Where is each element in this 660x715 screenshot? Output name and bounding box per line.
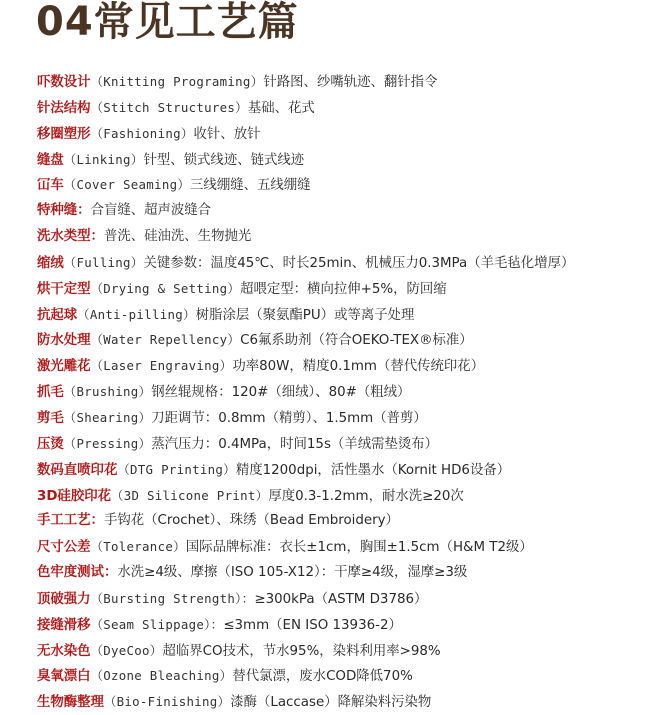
list-item <box>37 586 657 612</box>
list-item <box>37 379 657 405</box>
item-description: 蒸汽压力：0.4MPa，时间15s（羊绒需垫烫布） <box>151 436 439 452</box>
item-description: 三线绷缝、五线绷缝 <box>190 178 311 194</box>
process-list <box>37 69 657 715</box>
item-term: 生物酶整理 <box>37 695 104 711</box>
item-term: 激光雕花 <box>37 359 91 375</box>
item-english: （Brushing） <box>63 384 152 400</box>
item-description: 精度1200dpi，活性墨水（Kornit HD6设备） <box>235 462 511 478</box>
item-description: 针路图、纱嘴轨迹、翻针指令 <box>263 75 438 90</box>
item-english: （Fashioning） <box>90 125 194 141</box>
list-item <box>37 172 657 198</box>
item-term: 防水处理 <box>37 333 91 349</box>
item-description: 合盲缝、超声波缝合 <box>90 203 212 219</box>
item-english: （Anti-pilling） <box>77 306 196 322</box>
item-term: 臭氧漂白 <box>37 669 91 685</box>
list-item <box>37 276 657 302</box>
list-item <box>37 250 657 276</box>
item-description: 水洗≥4级、摩擦（ISO 105-X12）：干摩≥4级，湿摩≥3级 <box>117 565 468 581</box>
item-english: （Ozone Bleaching） <box>90 668 233 684</box>
item-description: 替代氯漂，废水COD降低70% <box>232 669 413 685</box>
item-term: 数码直喷印花 <box>37 462 118 478</box>
list-item <box>37 198 657 224</box>
item-description: 漆酶（Laccase）降解染料污染物 <box>230 695 432 711</box>
list-item <box>37 95 657 121</box>
item-english: （Stitch Structures） <box>90 99 248 115</box>
item-term: 缩绒 <box>37 255 64 271</box>
list-item <box>37 612 657 638</box>
item-term: 缝盘 <box>37 152 64 168</box>
item-english: （Tolerance） <box>90 539 186 555</box>
item-term: 尺寸公差 <box>37 540 91 556</box>
item-english: （Drying & Setting） <box>90 280 241 296</box>
item-term: 无水染色 <box>37 643 91 659</box>
item-english: （Fulling） <box>63 254 144 270</box>
list-item <box>37 457 657 483</box>
item-term: 3D硅胶印花 <box>37 488 111 504</box>
item-description: ≤3mm（EN ISO 13936-2） <box>223 617 402 633</box>
item-english: （Laser Engraving） <box>90 358 233 374</box>
item-term: 接缝滑移 <box>37 617 91 633</box>
item-term: 抗起球 <box>37 307 78 323</box>
item-term: 洗水类型： <box>37 229 104 245</box>
list-item <box>37 302 657 328</box>
item-description: C6氟系助剂（符合OEKO-TEX®标准） <box>240 333 473 349</box>
item-term: 压烫 <box>37 436 64 452</box>
item-description: 收针、放针 <box>193 126 261 142</box>
item-term: 抓毛 <box>37 385 64 401</box>
list-item <box>37 508 657 534</box>
list-item <box>37 405 657 431</box>
item-description: 关键参数：温度45℃、时长25min、机械压力0.3MPa（羊毛毡化增厚） <box>143 255 575 271</box>
item-term: 顶破强力 <box>37 591 91 607</box>
item-description: 钢丝辊规格：120#（细绒）、80#（粗绒） <box>151 385 411 401</box>
item-term: 手工工艺： <box>37 513 104 529</box>
item-description: 普洗、硅油洗、生物抛光 <box>103 229 252 245</box>
item-english: （Linking） <box>63 151 144 167</box>
list-item <box>37 663 657 689</box>
item-description: 针型、锁式线迹、链式线迹 <box>143 152 305 168</box>
item-term: 烘干定型 <box>37 281 91 297</box>
list-item <box>37 327 657 353</box>
item-term: 特种缝： <box>37 203 91 219</box>
item-english: （Shearing） <box>63 409 152 425</box>
item-description: 超临界CO技术，节水95%，染料利用率>98% <box>162 643 441 659</box>
item-description: 刀距调节：0.8mm（精剪）、1.5mm（普剪） <box>151 410 427 426</box>
list-item <box>37 224 657 250</box>
item-description: 手钩花（Crochet）、珠绣（Bead Embroidery） <box>103 513 399 529</box>
item-description: 国际品牌标准：衣长±1cm，胸围±1.5cm（H&M T2级） <box>185 540 533 556</box>
item-description: 树脂涂层（聚氨酯PU）或等离子处理 <box>195 307 415 323</box>
item-english: （Water Repellency） <box>90 332 241 348</box>
list-item <box>37 534 657 560</box>
item-term: 色牢度测试： <box>37 565 118 581</box>
item-term: 吓数设计 <box>37 75 91 90</box>
list-item <box>37 638 657 664</box>
list-item <box>37 431 657 457</box>
item-term: 冚车 <box>37 178 64 194</box>
item-english: （Bursting Strength）： <box>90 590 255 606</box>
item-term: 剪毛 <box>37 410 64 426</box>
list-item <box>37 483 657 509</box>
item-english: （Bio-Finishing） <box>103 694 231 710</box>
item-description: 超喂定型：横向拉伸+5%，防回缩 <box>240 281 447 297</box>
item-english: （3D Silicone Print） <box>111 487 269 503</box>
list-item <box>37 147 657 173</box>
item-description: 功率80W，精度0.1mm（替代传统印花） <box>232 359 485 375</box>
list-item <box>37 121 657 147</box>
item-description: ≥300kPa（ASTM D3786） <box>254 591 428 607</box>
item-english: （DTG Printing） <box>117 461 236 477</box>
item-english: （Cover Seaming） <box>63 177 191 193</box>
item-english: （DyeCoo） <box>90 642 163 658</box>
item-description: 厚度0.3-1.2mm，耐水洗≥20次 <box>268 488 464 504</box>
page-title: 04常见工艺篇 <box>36 0 299 45</box>
item-term: 针法结构 <box>37 100 91 116</box>
item-description: 基础、花式 <box>247 100 315 116</box>
list-item <box>37 560 657 586</box>
list-item <box>37 689 657 715</box>
item-term: 移圈塑形 <box>37 126 91 142</box>
item-english: （Knitting Programing） <box>90 74 264 89</box>
list-item <box>37 69 657 95</box>
item-english: （Pressing） <box>63 435 152 451</box>
list-item <box>37 353 657 379</box>
item-english: （Seam Slippage）： <box>90 616 224 632</box>
